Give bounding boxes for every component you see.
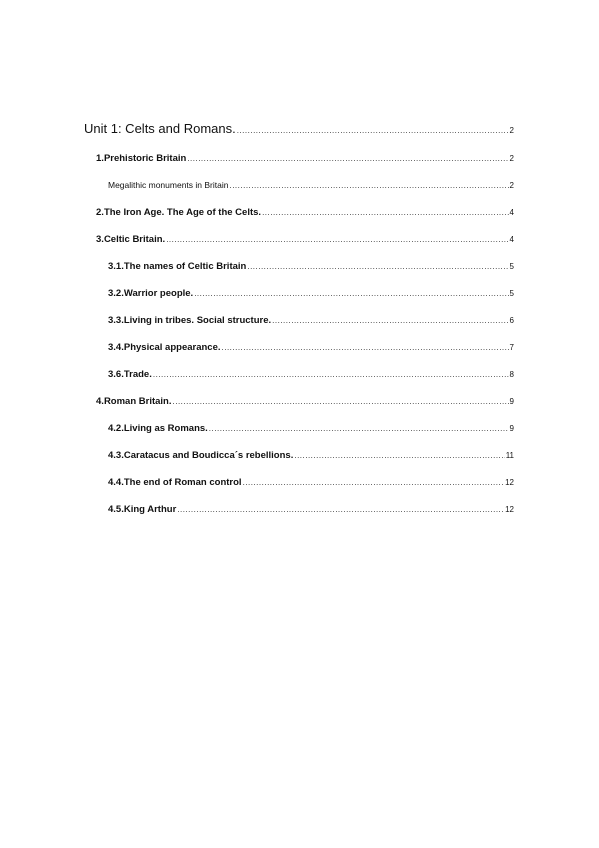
toc-page-number: 9 xyxy=(509,424,514,433)
toc-page-number: 2 xyxy=(509,154,514,163)
toc-leader xyxy=(243,478,505,487)
toc-page-number: 2 xyxy=(509,126,514,135)
toc-leader xyxy=(177,505,504,514)
toc-page-number: 5 xyxy=(509,289,514,298)
toc-entry-number: 4.4. xyxy=(108,477,124,488)
toc-entry[interactable] xyxy=(108,342,514,353)
toc-leader xyxy=(153,370,509,379)
toc-page-number: 6 xyxy=(509,316,514,325)
toc-leader xyxy=(229,181,508,190)
toc-entry-title: Celtic Britain. xyxy=(103,234,166,245)
toc-page-number: 8 xyxy=(509,370,514,379)
toc-entry-title: Megalithic monuments in Britain xyxy=(108,180,229,190)
toc-entry-number: 4.2. xyxy=(108,423,124,434)
toc-entry-number: 4.5. xyxy=(108,504,124,515)
toc-page-number: 12 xyxy=(505,478,514,487)
toc-page-number: 5 xyxy=(509,262,514,271)
toc-page-number: 7 xyxy=(509,343,514,352)
toc-entry[interactable] xyxy=(108,423,514,434)
toc-entry-title: King Arthur xyxy=(123,504,177,515)
toc-entry-number: 3.1. xyxy=(108,261,124,272)
toc-leader xyxy=(247,262,508,271)
toc-leader xyxy=(209,424,509,433)
toc-entry[interactable] xyxy=(108,180,514,190)
toc-entry-title: Living as Romans. xyxy=(123,423,208,434)
toc-page-number: 11 xyxy=(505,451,514,460)
toc-leader xyxy=(237,126,509,135)
toc-leader xyxy=(222,343,509,352)
toc-entry[interactable] xyxy=(108,261,514,272)
toc-entry[interactable] xyxy=(96,153,514,164)
toc-leader xyxy=(262,208,508,217)
toc-unit-entry[interactable] xyxy=(84,121,514,136)
toc-entry[interactable] xyxy=(108,369,514,380)
toc-entry-title: Caratacus and Boudicca´s rebellions. xyxy=(123,450,294,461)
toc-entry-title: Warrior people. xyxy=(123,288,194,299)
toc-entry-number: 1. xyxy=(96,153,104,164)
toc-leader xyxy=(194,289,508,298)
toc-leader xyxy=(294,451,504,460)
toc-page-number: 4 xyxy=(509,235,514,244)
toc-entry[interactable] xyxy=(96,396,514,407)
toc-leader xyxy=(187,154,508,163)
toc-page-number: 4 xyxy=(509,208,514,217)
toc-entry-title: The names of Celtic Britain xyxy=(123,261,247,272)
toc-entry-title: The Iron Age. The Age of the Celts. xyxy=(103,207,262,218)
toc-entry[interactable] xyxy=(108,315,514,326)
toc-entry-number: 3.2. xyxy=(108,288,124,299)
toc-entry[interactable] xyxy=(96,207,514,218)
toc-page-number: 12 xyxy=(505,505,514,514)
toc-entry-number: 4. xyxy=(96,396,104,407)
toc-entry-number: 3.3. xyxy=(108,315,124,326)
toc-entry-title: Prehistoric Britain xyxy=(103,153,187,164)
toc-entry[interactable] xyxy=(108,477,514,488)
toc-entry-number: 3. xyxy=(96,234,104,245)
toc-entry-number: 3.4. xyxy=(108,342,124,353)
toc-unit-title: Unit 1: Celts and Romans. xyxy=(84,121,236,136)
toc-entry[interactable] xyxy=(108,504,514,515)
toc-entry-title: Trade. xyxy=(123,369,152,380)
toc-leader xyxy=(166,235,508,244)
toc-entry-title: The end of Roman control xyxy=(123,477,242,488)
toc-entry-title: Physical appearance. xyxy=(123,342,221,353)
toc-page-number: 2 xyxy=(509,181,514,190)
toc-entry-number: 2. xyxy=(96,207,104,218)
toc-leader xyxy=(173,397,509,406)
toc-entry-title: Roman Britain. xyxy=(103,396,172,407)
toc-entry[interactable] xyxy=(108,450,514,461)
toc-entry-number: 3.6. xyxy=(108,369,124,380)
toc-leader xyxy=(272,316,508,325)
toc-entry[interactable] xyxy=(96,234,514,245)
toc-entry-number: 4.3. xyxy=(108,450,124,461)
toc-page-number: 9 xyxy=(509,397,514,406)
toc-entry-title: Living in tribes. Social structure. xyxy=(123,315,272,326)
toc-entry[interactable] xyxy=(108,288,514,299)
